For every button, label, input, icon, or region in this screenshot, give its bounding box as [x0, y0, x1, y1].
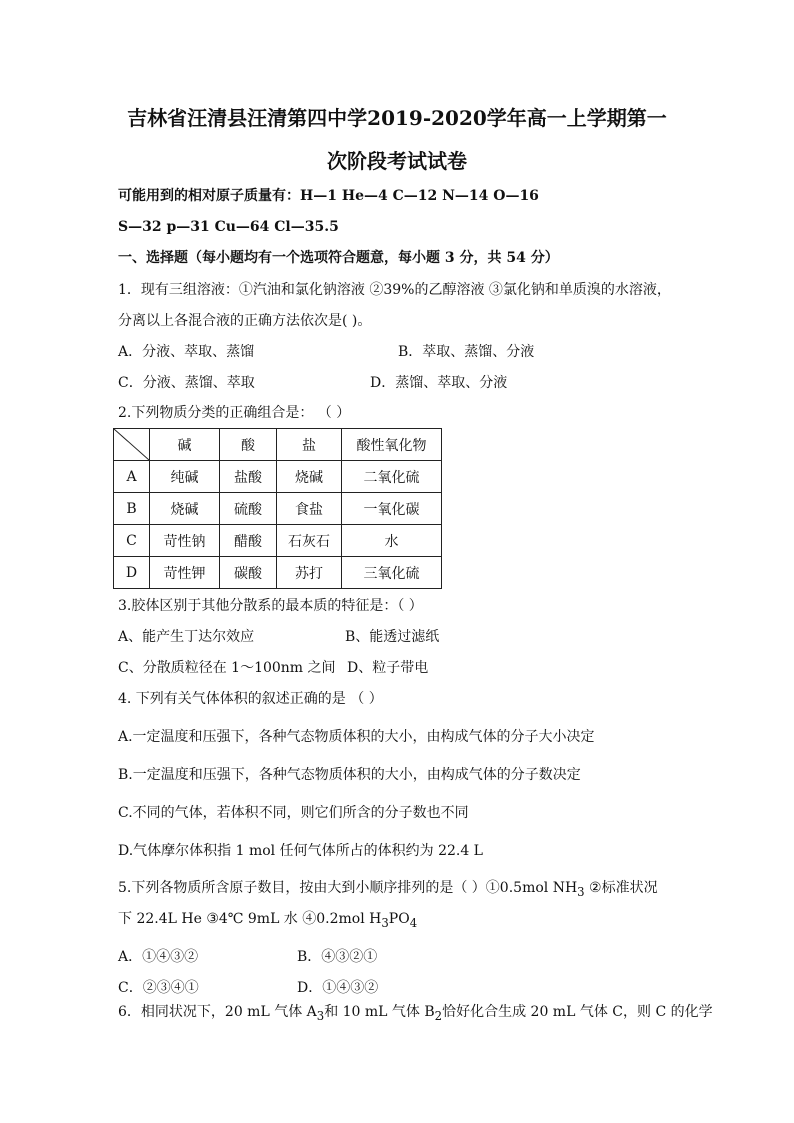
subscript: 3 — [381, 915, 389, 930]
classification-table — [113, 428, 442, 589]
q5-option-c: C．②③④① — [118, 980, 199, 996]
q2-stem: 2.下列物质分类的正确组合是： （ ） — [118, 405, 351, 421]
table-cell: 烧碱 — [150, 493, 220, 525]
row-label: C — [114, 525, 150, 557]
table-row — [114, 525, 442, 557]
section-heading: 一、选择题（每小题均有一个选项符合题意，每小题 3 分，共 54 分） — [118, 250, 559, 266]
table-header-cell: 酸性氧化物 — [342, 429, 442, 461]
subscript: 3 — [316, 1008, 325, 1023]
q1-option-c: C．分液、蒸馏、萃取 — [118, 375, 255, 391]
table-header-cell: 碱 — [150, 429, 220, 461]
table-cell: 纯碱 — [150, 461, 220, 493]
table-cell: 二氧化硫 — [342, 461, 442, 493]
q4-option-a: A.一定温度和压强下，各种气态物质体积的大小，由构成气体的分子大小决定 — [118, 729, 595, 745]
q3-option-b: B、能透过滤纸 — [345, 629, 440, 645]
subscript: 2 — [434, 1008, 443, 1023]
subscript: 4 — [409, 915, 418, 930]
q3-stem: 3.胶体区别于其他分散系的最本质的特征是：（ ） — [118, 598, 423, 614]
q5-stem-text: 下 22.4L He ③4℃ 9mL 水 ④0.2mol H — [118, 911, 382, 927]
q6-stem — [118, 1003, 713, 1025]
diagonal-line — [114, 429, 149, 460]
exam-title-line1: 吉林省汪清县汪清第四中学2019-2020学年高一上学期第一 — [127, 106, 667, 130]
table-cell: 食盐 — [277, 493, 342, 525]
q3-option-a: A、能产生丁达尔效应 — [118, 629, 255, 645]
table-cell: 盐酸 — [220, 461, 277, 493]
atomic-masses-line1: 可能用到的相对原子质量有：H—1 He—4 C—12 N—14 O—16 — [118, 188, 539, 204]
q3-option-d: D、粒子带电 — [347, 660, 429, 676]
q5-stem-text: PO — [388, 911, 410, 927]
table-cell: 碳酸 — [220, 557, 277, 589]
q1-stem-line2: 分离以上各混合液的正确方法依次是( )。 — [118, 313, 372, 329]
table-row — [114, 461, 442, 493]
table-header-cell: 盐 — [277, 429, 342, 461]
q4-stem: 4. 下列有关气体体积的叙述正确的是 （ ） — [118, 691, 383, 707]
table-cell: 烧碱 — [277, 461, 342, 493]
q4-option-d: D.气体摩尔体积指 1 mol 任何气体所占的体积约为 22.4 L — [118, 843, 483, 859]
table-row — [114, 493, 442, 525]
table-corner-cell — [114, 429, 150, 461]
table-cell: 石灰石 — [277, 525, 342, 557]
table-cell: 苛性钾 — [150, 557, 220, 589]
atomic-masses-line2: S—32 p—31 Cu—64 Cl—35.5 — [118, 219, 339, 235]
table-cell: 一氧化碳 — [342, 493, 442, 525]
q5-stem-line1 — [118, 879, 658, 901]
q6-stem-text: 和 10 mL 气体 B — [324, 1004, 435, 1020]
table-cell: 苏打 — [277, 557, 342, 589]
q5-stem-text: 5.下列各物质所含原子数目，按由大到小顺序排列的是（ ）①0.5mol NH — [118, 880, 578, 896]
table-header-cell: 酸 — [220, 429, 277, 461]
q3-option-c: C、分散质粒径在 1～100nm 之间 — [118, 660, 336, 676]
q1-option-d: D．蒸馏、萃取、分液 — [370, 375, 508, 391]
q1-option-b: B．萃取、蒸馏、分液 — [398, 344, 535, 360]
q1-option-a: A．分液、萃取、蒸馏 — [118, 344, 255, 360]
q5-stem-text: ②标准状况 — [584, 880, 658, 896]
table-cell: 三氧化硫 — [342, 557, 442, 589]
q5-option-b: B．④③②① — [297, 949, 378, 965]
table-cell: 硫酸 — [220, 493, 277, 525]
q1-stem-line1: 1．现有三组溶液：①汽油和氯化钠溶液 ②39%的乙醇溶液 ③氯化钠和单质溴的水溶液， — [118, 282, 671, 298]
table-cell: 醋酸 — [220, 525, 277, 557]
row-label: B — [114, 493, 150, 525]
row-label: D — [114, 557, 150, 589]
table-cell: 水 — [342, 525, 442, 557]
table-header-row — [114, 429, 442, 461]
q6-stem-text: 恰好化合生成 20 mL 气体 C，则 C 的化学 — [442, 1004, 713, 1020]
table-cell: 苛性钠 — [150, 525, 220, 557]
row-label: A — [114, 461, 150, 493]
q5-stem-line2 — [118, 910, 417, 932]
q4-option-c: C.不同的气体，若体积不同，则它们所含的分子数也不同 — [118, 805, 469, 821]
subscript: 3 — [577, 884, 585, 899]
q4-option-b: B.一定温度和压强下，各种气态物质体积的大小，由构成气体的分子数决定 — [118, 767, 581, 783]
q5-option-a: A．①④③② — [118, 949, 199, 965]
q5-option-d: D．①④③② — [297, 980, 379, 996]
table-row — [114, 557, 442, 589]
exam-title-line2: 次阶段考试试卷 — [327, 149, 467, 173]
q6-stem-text: 6．相同状况下，20 mL 气体 A — [118, 1004, 317, 1020]
